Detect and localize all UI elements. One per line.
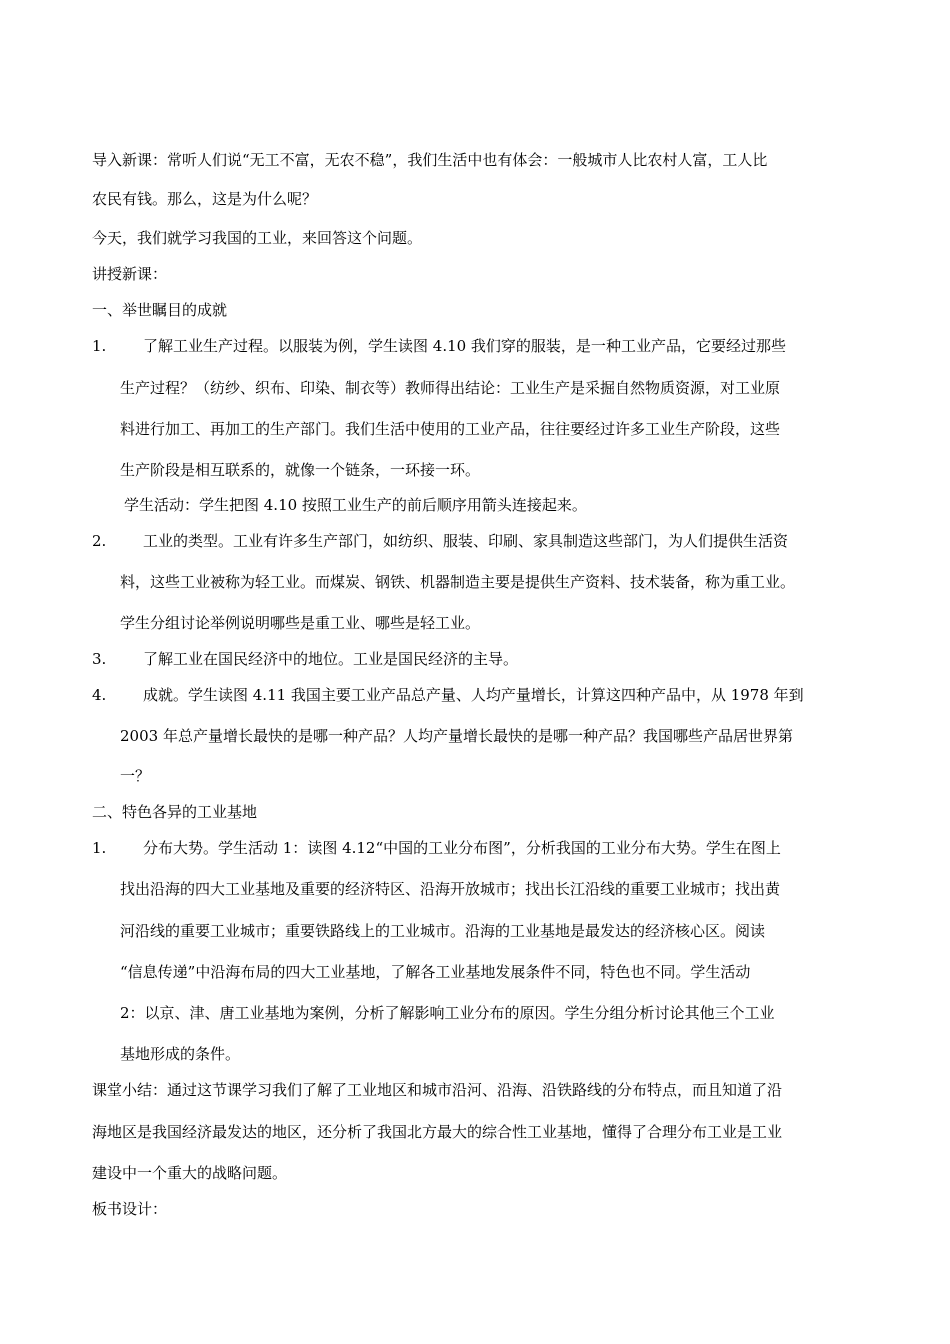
intro-line-1: 导入新课：常听人们说“无工不富，无农不稳”，我们生活中也有体会：一般城市人比农村人富，工人比: [92, 151, 768, 169]
s1-item1-line-1: 了解工业生产过程。以服装为例，学生读图 4.10 我们穿的服装，是一种工业产品，它要经过那些: [143, 337, 786, 355]
intro-line-3: 今天，我们就学习我国的工业，来回答这个问题。: [92, 229, 423, 247]
summary-line-1: 课堂小结：通过这节课学习我们了解了工业地区和城市沿河、沿海、沿铁路线的分布特点，而且知道了沿: [92, 1081, 783, 1099]
s2-item1-line-1: 分布大势。学生活动 1：读图 4.12“中国的工业分布图”，分析我国的工业分布大势。学生在图上: [143, 839, 781, 857]
s2-item1-line-4: “信息传递”中沿海布局的四大工业基地，了解各工业基地发展条件不同，特色也不同。学生活动: [120, 963, 751, 981]
s1-item3-line-1: 了解工业在国民经济中的地位。工业是国民经济的主导。: [143, 650, 519, 668]
s1-item1-line-2: 生产过程？（纺纱、织布、印染、制衣等）教师得出结论：工业生产是采掘自然物质资源，对工业原: [120, 379, 781, 397]
intro-line-4: 讲授新课：: [92, 265, 168, 283]
intro-line-2: 农民有钱。那么，这是为什么呢？: [92, 190, 318, 208]
s1-item2-line-2: 料，这些工业被称为轻工业。而煤炭、钢铁、机器制造主要是提供生产资料、技术装备，称为重工业。: [120, 573, 796, 591]
s1-item3-number: 3.: [92, 650, 107, 668]
section2-heading: 二、特色各异的工业基地: [92, 803, 258, 821]
s2-item1-line-6: 基地形成的条件。: [120, 1045, 241, 1063]
s1-item1-line-4: 生产阶段是相互联系的，就像一个链条，一环接一环。: [120, 461, 481, 479]
s2-item1-line-5: 2：以京、津、唐工业基地为案例，分析了解影响工业分布的原因。学生分组分析讨论其他三个工业: [120, 1004, 775, 1022]
board-design-label: 板书设计：: [92, 1200, 168, 1218]
s1-item1-line-3: 料进行加工、再加工的生产部门。我们生活中使用的工业产品，往往要经过许多工业生产阶段，这些: [120, 420, 781, 438]
s1-item2-number: 2.: [92, 532, 107, 550]
section1-heading: 一、举世瞩目的成就: [92, 301, 228, 319]
s2-item1-line-2: 找出沿海的四大工业基地及重要的经济特区、沿海开放城市；找出长江沿线的重要工业城市；找出黄: [120, 880, 781, 898]
s1-item4-line-1: 成就。学生读图 4.11 我国主要工业产品总产量、人均产量增长，计算这四种产品中，从 1978 年到: [143, 686, 804, 704]
summary-line-2: 海地区是我国经济最发达的地区，还分析了我国北方最大的综合性工业基地，懂得了合理分布工业是工业: [92, 1123, 783, 1141]
s1-item4-number: 4.: [92, 686, 107, 704]
s1-item4-line-3: 一？: [120, 767, 151, 785]
s1-item1-number: 1.: [92, 337, 107, 355]
s1-item2-line-3: 学生分组讨论举例说明哪些是重工业、哪些是轻工业。: [120, 614, 481, 632]
s1-item2-line-1: 工业的类型。工业有许多生产部门，如纺织、服装、印刷、家具制造这些部门，为人们提供生活资: [143, 532, 789, 550]
s1-item4-line-2: 2003 年总产量增长最快的是哪一种产品？人均产量增长最快的是哪一种产品？我国哪些产品居世界第: [120, 727, 793, 745]
s1-item1-activity: 学生活动：学生把图 4.10 按照工业生产的前后顺序用箭头连接起来。: [124, 496, 587, 514]
summary-line-3: 建设中一个重大的战略问题。: [92, 1164, 288, 1182]
s2-item1-number: 1.: [92, 839, 107, 857]
s2-item1-line-3: 河沿线的重要工业城市；重要铁路线上的工业城市。沿海的工业基地是最发达的经济核心区。阅读: [120, 922, 766, 940]
